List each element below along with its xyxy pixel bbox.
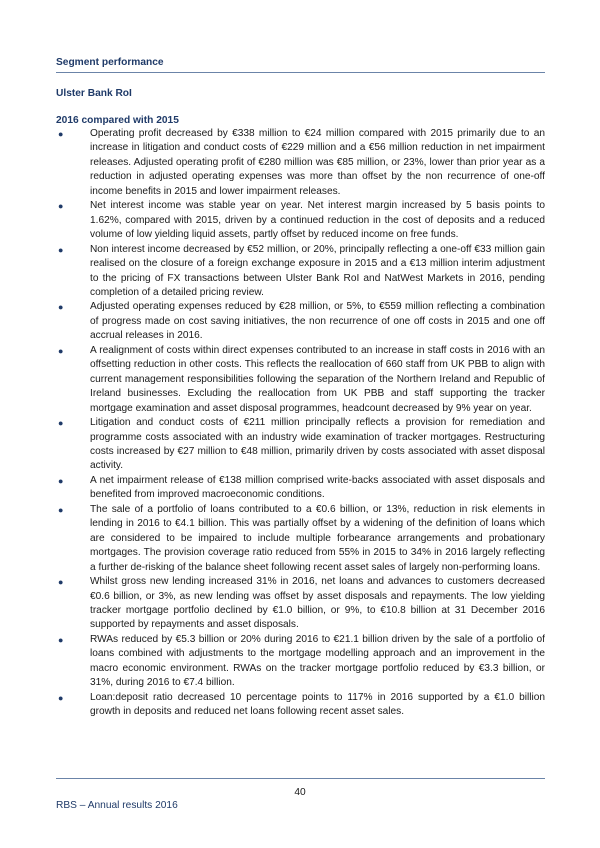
segment-heading: Ulster Bank RoI <box>56 88 132 99</box>
bullet-list <box>56 127 545 720</box>
list-item <box>56 503 545 575</box>
section-title: Segment performance <box>56 57 164 68</box>
page-number: 40 <box>294 787 306 798</box>
bullet-icon: ● <box>58 692 64 703</box>
bullet-icon: ● <box>58 418 64 429</box>
bullet-text: Net interest income was stable year on year. Net interest margin increased by 5 basis points to 1.62%, compared with 2015, driven by a continued reduction in the cost of deposits and a reduced volume of low yielding liquid assets, partly offset by reduced income on free funds. <box>90 200 545 241</box>
list-item <box>56 691 545 720</box>
bullet-icon: ● <box>58 504 64 515</box>
list-item <box>56 127 545 199</box>
bullet-icon: ● <box>58 345 64 356</box>
bullet-icon: ● <box>58 577 64 588</box>
list-item <box>56 300 545 343</box>
bullet-text: Operating profit decreased by €338 million to €24 million compared with 2015 primarily due to an increase in litigation and conduct costs of €229 million and a €56 million reduction in net impairment releases. Adjusted operating profit of €280 million was €85 million, or 23%, lower than prior year as a reduction in adjusted operating expenses was more than offset by the non recurrence of one-off income benefits in 2015 and lower impairment releases. <box>90 128 545 197</box>
bullet-icon: ● <box>58 129 64 139</box>
list-item <box>56 344 545 416</box>
list-item <box>56 633 545 691</box>
list-item <box>56 474 545 503</box>
bullet-text: A realignment of costs within direct expenses contributed to an increase in staff costs in 2016 with an offsetting reduction in other costs. This reflects the reallocation of 660 staff from UK PBB to align with current management responsibilities following the separation of the Northern Ireland and Republic of Ireland businesses. Excluding the reallocation from UK PBB and staff supporting the tracker mortgage examination and asset disposal programmes, headcount decreased by 9% year on year. <box>90 344 545 414</box>
list-item <box>56 243 545 301</box>
bullet-icon: ● <box>58 302 64 313</box>
list-item <box>56 575 545 633</box>
bullet-text: A net impairment release of €138 million comprised write-backs associated with asset disposals and benefited from improved macroeconomic conditions. <box>90 474 545 501</box>
bullet-icon: ● <box>58 634 64 645</box>
header-divider <box>56 72 545 73</box>
list-item <box>56 416 545 474</box>
bullet-text: Loan:deposit ratio decreased 10 percentage points to 117% in 2016 supported by a €1.0 billion growth in deposits and reduced net loans following recent asset sales. <box>90 691 545 718</box>
bullet-text: Litigation and conduct costs of €211 million principally reflects a provision for remediation and programme costs associated with an industry wide examination of tracker mortgages. Restructuring costs increased by €27 million to €48 million, primarily driven by costs associated with asset disposal activity. <box>90 417 545 472</box>
document-title-footer: RBS – Annual results 2016 <box>56 800 178 811</box>
bullet-text: Adjusted operating expenses reduced by €28 million, or 5%, to €559 million reflecting a combination of progress made on cost saving initiatives, the non recurrence of one off costs in 2015 and one off accrual releases in 2016. <box>90 301 545 342</box>
bullet-text: Whilst gross new lending increased 31% in 2016, net loans and advances to customers decreased €0.6 billion, or 3%, as new lending was offset by asset disposals and repayments. The low yielding tracker mortgage portfolio declined by €1.0 billion, or 9%, to €10.8 billion at 31 December 2016 supported by repayments and asset disposals. <box>90 576 545 631</box>
footer-divider <box>56 778 545 779</box>
bullet-text: Non interest income decreased by €52 million, or 20%, principally reflecting a one-off €33 million gain realised on the closure of a foreign exchange exposure in 2015 and a €13 million interim adjustment to the pricing of FX transactions between Ulster Bank RoI and NatWest Markets in 2016, pending completion of a detailed pricing review. <box>90 243 545 298</box>
bullet-icon: ● <box>58 475 64 486</box>
period-heading: 2016 compared with 2015 <box>56 115 179 126</box>
bullet-text: RWAs reduced by €5.3 billion or 20% during 2016 to €21.1 billion driven by the sale of a portfolio of loans combined with adjustments to the mortgage modelling approach and an improvement in the macro economic environment. RWAs on the tracker mortgage portfolio reduced by €3.3 billion, or 31%, during 2016 to €7.4 billion. <box>90 633 545 689</box>
bullet-icon: ● <box>58 244 64 255</box>
bullet-text: The sale of a portfolio of loans contributed to a €0.6 billion, or 13%, reduction in risk elements in lending in 2016 to €4.1 billion. This was partially offset by a widening of the definition of loans which are considered to be impaired to include multiple forbearance arrangements and probationary mortgages. The provision coverage ratio reduced from 55% in 2015 to 34% in 2016 largely reflecting a further de-risking of the balance sheet following recent asset sales of largely non-performing loans. <box>90 503 545 573</box>
bullet-icon: ● <box>58 201 64 212</box>
list-item <box>56 199 545 242</box>
